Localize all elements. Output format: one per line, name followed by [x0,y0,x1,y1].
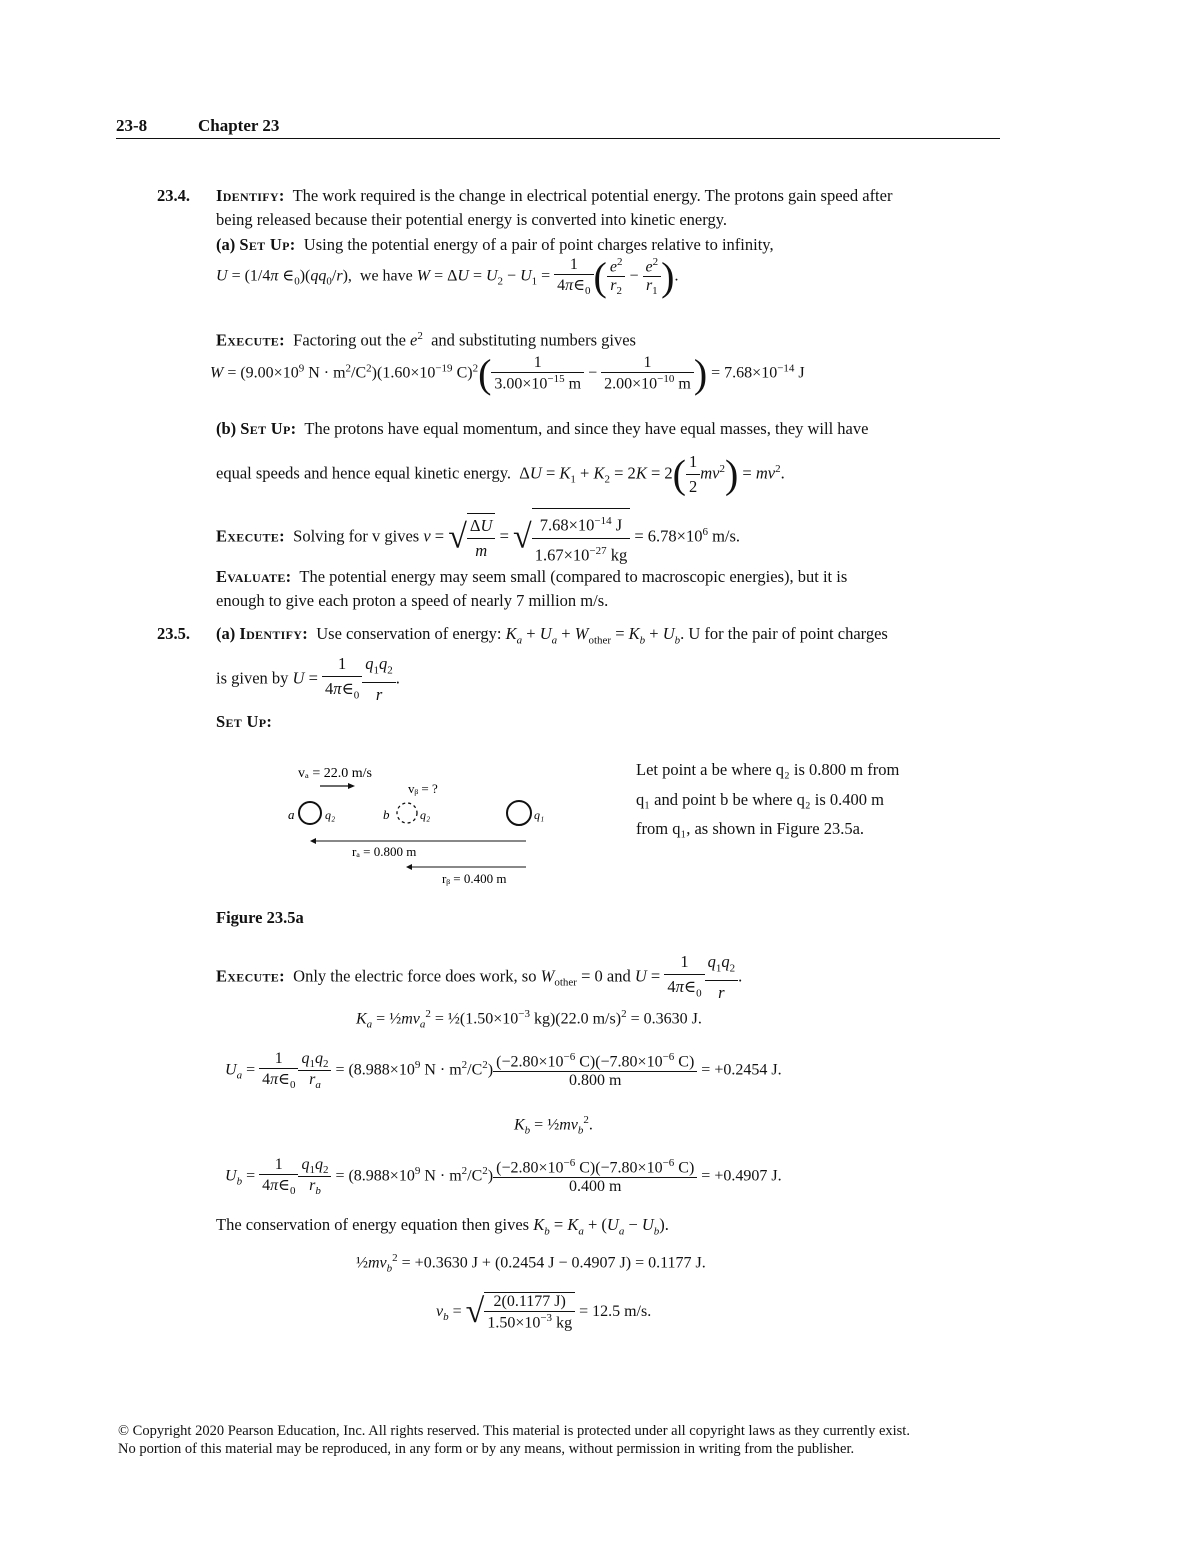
q1-label: q₁ [534,808,545,822]
execute-23-5-line: Execute: Only the electric force does work, so $W_{other} = 0$ and U = $\frac{1}{4\pi\in_0}$ $\frac{q_1q_2}{r}$ . [216,952,743,1003]
chapter-title: Chapter 23 [198,116,280,135]
problem-number-23-5: 23.5. [157,624,190,643]
ra-label: rₐ = 0.800 m [352,844,417,859]
ra-arrowhead [310,838,316,844]
evaluate-text: The potential energy may seem small (compared to macroscopic energies), but it is [299,567,848,586]
conservation-text: The conservation of energy equation then gives [216,1215,530,1234]
evaluate-label: Evaluate: [216,567,292,586]
charge-q2-at-a [299,802,321,824]
identify-text-23-5: Use conservation of energy: [316,624,502,643]
identify-line-2: being released because their potential energy is converted into kinetic energy. [216,210,728,229]
execute-text-2: and substituting numbers gives [431,330,636,350]
equation-kb: $K_b$ = $\frac{1}{2}mv_b^2$. [514,1114,593,1137]
identify-label-23-5: Identify: [239,624,308,643]
part-a-label-23-5: (a) [216,624,236,643]
execute-b-label: Execute: [216,526,285,546]
charge-q1 [507,801,531,825]
point-b-label: b [383,807,390,822]
setup-label: Set Up: [239,235,296,254]
va-label: vₐ = 22.0 m/s [298,766,372,781]
part-a-label: (a) [216,235,236,254]
execute-b-text: Solving for v gives [293,526,420,546]
equation-half-mvb2: $\frac{1}{2}mv_b^2 = +0.3630$ J + (0.2454 J − 0.4907 J) = 0.1177 J. [356,1252,706,1275]
equation-work-numeric: $W = (9.00\times 10^9$ $N \cdot m^2/C^2)(1.60\times 10^{-19}$ C)$^2$( $\frac{1}{3.00\times 10^{-15} m}$ − $\frac{1}{2.00\times 10^{-10} m}$ ) = $7.68\times 10^{-14}$ J [210,351,805,396]
rb-arrowhead [406,864,412,870]
problem-number-23-4: 23.4. [157,186,190,205]
equation-ub: $U_b$ = $\frac{1}{4\pi\in_0}$ $\frac{q_1q_2}{r_b}$ = ($8.988\times 10^9$ $N \cdot m^2/C^2$) $\frac{(-2.80\times 10^{-6} C)(-7.80\times 10^{-6} C)}{0.400 m}$ = +0.4907 J. [225,1156,782,1198]
setup-b-text: The protons have equal momentum, and since they have equal masses, they will have [304,419,869,438]
identify-23-5-line: (a) Identify: Use conservation of energy: $K_a + U_a + W_{other} = K_b + U_b$. U for the pair of point charges [216,624,888,647]
setup-b-text-2: equal speeds and hence equal kinetic energy. [216,463,512,483]
q2-label-b: q₂ [420,808,431,822]
copyright-line-2: No portion of this material may be reproduced, in any form or by any means, without permission in writing from the publisher. [118,1441,855,1457]
part-b-label: (b) [216,419,237,438]
va-arrowhead [348,783,355,789]
identify-text-3-23-5: is given by [216,668,289,688]
identify-23-5-line-2: is given by U = $\frac{1}{4\pi\in_0}$ $\frac{q_1q_2}{r}$ . [216,654,400,705]
setup-23-5 [216,710,272,734]
q2-label-a: q₂ [325,808,336,822]
execute-label: Execute: [216,330,285,350]
identify-text-2-23-5: U for the pair of point charges [688,624,888,643]
execute-a-line: Execute: Factoring out the $e^2$ and substituting numbers gives [216,330,636,350]
execute-label-23-5: Execute: [216,966,285,986]
setup-b-line-2: equal speeds and hence equal kinetic energy. $\Delta U = K_1 + K_2 = 2K = 2$( $\frac{1}{2}$ $mv^2) = mv^2$. [216,451,785,497]
identify-line-1 [216,184,892,208]
setup-b-label: Set Up: [240,419,297,438]
execute-text: Factoring out the [293,330,406,350]
execute-text-23-5: Only the electric force does work, so [293,966,537,986]
setup-label-23-5: Set Up: [216,712,273,731]
equation-vb: $v_b$ = √ $\frac{2(0.1177 J)}{1.50\times 10^{-3} kg}$ = 12.5 m/s. [436,1293,652,1332]
equation-work-definition: U = (1/4π $\in_0)(qq_0/r)$, we have $W = \Delta U = U_2 - U_1$ = $\frac{1}{4\pi\in_0}$ ( $\frac{e^2}{r_2}$ − $\frac{e^2}{r_1}$ ). [216,253,679,299]
equation-ua: $U_a$ = $\frac{1}{4\pi\in_0}$ $\frac{q_1q_2}{r_a}$ = ($8.988\times 10^9$ $N \cdot m^2/C^2$) $\frac{(-2.80\times 10^{-6} C)(-7.80\times 10^{-6} C)}{0.800 m}$ = +0.2454 J. [225,1050,782,1092]
setup-a-line [216,233,774,257]
figure-23-5a [280,755,560,895]
page-header [116,116,1000,139]
identify-text: The work required is the change in electrical potential energy. The protons gain speed after [292,186,893,205]
page-number: 23-8 [116,116,148,135]
figure-caption: Figure 23.5a [216,908,304,927]
figure-side-text-1: Let point a be where q₂ is 0.800 m from [636,760,900,779]
setup-text: Using the potential energy of a pair of point charges relative to infinity, [303,235,774,254]
copyright-line-1: © Copyright 2020 Pearson Education, Inc. All rights reserved. This material is protected under all copyright laws as they currently exist. [118,1423,910,1439]
figure-side-text-2: q₁ and point b be where q₂ is 0.400 m [636,790,884,809]
conservation-line: The conservation of energy equation then gives $K_b = K_a + (U_a - U_b)$. [216,1215,669,1238]
evaluate-line-1 [216,565,847,589]
setup-b-line [216,417,868,441]
point-a-label: a [288,807,295,822]
figure-side-text-3: from q₁, as shown in Figure 23.5a. [636,819,865,838]
equation-ka: $K_a$ = $\frac{1}{2}mv_a^2$ = $\frac{1}{2}(1.50\times 10^{-3}$ kg)(22.0 m/s)$^2$ = 0.3630 J. [356,1008,702,1031]
identify-label: Identify: [216,186,285,205]
vb-label: vᵦ = ? [408,781,438,796]
evaluate-line-2: enough to give each proton a speed of nearly 7 million m/s. [216,591,609,610]
execute-and: and [606,966,631,986]
execute-b-line: Execute: Solving for v gives v = √ $\frac{\Delta U}{m}$ = √ $\frac{7.68\times 10^{-14} J}{1.67\times 10^{-27} kg}$ = $6.78\times 10^6$ m/s. [216,508,740,567]
charge-q2-at-b [397,803,417,823]
rb-label: rᵦ = 0.400 m [442,871,507,886]
